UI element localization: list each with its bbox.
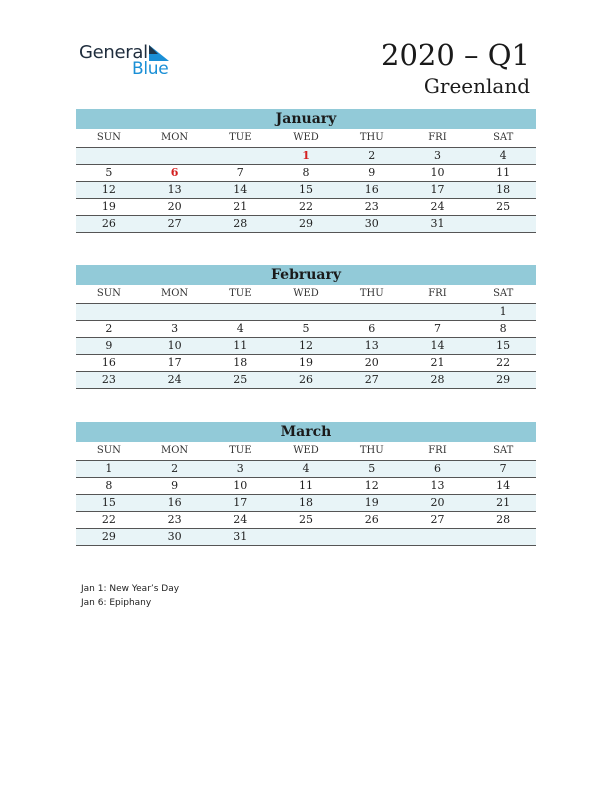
day-cell xyxy=(142,148,208,164)
day-cell: 27 xyxy=(430,513,445,526)
day-cell: 13 xyxy=(364,339,379,352)
day-cell: 16 xyxy=(364,183,379,196)
day-cell: 10 xyxy=(430,166,445,179)
day-cell: 15 xyxy=(299,183,314,196)
day-cell: 1 xyxy=(499,305,507,318)
week-row xyxy=(76,304,536,321)
weekday-header-row xyxy=(76,285,536,304)
day-cell: 6 xyxy=(368,322,376,335)
day-cell: 28 xyxy=(496,513,511,526)
week-row xyxy=(76,182,536,199)
week-row xyxy=(76,461,536,478)
day-cell: 22 xyxy=(101,513,116,526)
week-row xyxy=(76,216,536,233)
day-cell: 8 xyxy=(105,479,113,492)
week-row xyxy=(76,372,536,389)
day-cell: 2 xyxy=(171,462,179,475)
weekday-label: TUE xyxy=(229,445,252,456)
day-cell: 25 xyxy=(233,373,248,386)
holiday-note: Jan 1: New Year’s Day xyxy=(81,584,180,594)
day-cell: 28 xyxy=(233,217,248,230)
month-calendar-january xyxy=(76,109,536,233)
day-cell: 5 xyxy=(105,166,113,179)
day-cell: 29 xyxy=(496,373,511,386)
week-row xyxy=(76,512,536,529)
weekday-label: THU xyxy=(359,132,384,143)
day-cell xyxy=(273,304,339,320)
weekday-label: WED xyxy=(293,132,319,143)
month-header: January xyxy=(76,109,536,129)
day-cell: 25 xyxy=(496,200,511,213)
day-cell: 13 xyxy=(430,479,445,492)
weekday-label: FRI xyxy=(428,445,447,456)
day-cell: 26 xyxy=(101,217,116,230)
day-cell: 3 xyxy=(171,322,179,335)
day-cell: 6 xyxy=(433,462,441,475)
day-cell: 18 xyxy=(496,183,511,196)
day-cell: 16 xyxy=(167,496,182,509)
day-cell xyxy=(470,216,536,232)
day-cell: 23 xyxy=(364,200,379,213)
weekday-label: WED xyxy=(293,445,319,456)
day-cell: 24 xyxy=(430,200,445,213)
day-cell: 8 xyxy=(499,322,507,335)
day-cell: 4 xyxy=(302,462,310,475)
day-cell: 22 xyxy=(299,200,314,213)
logo-word-blue: Blue xyxy=(132,59,169,79)
day-cell: 12 xyxy=(101,183,116,196)
day-cell: 17 xyxy=(430,183,445,196)
day-cell: 1 xyxy=(302,149,310,162)
weekday-label: TUE xyxy=(229,132,252,143)
day-cell xyxy=(207,148,273,164)
day-cell: 23 xyxy=(101,373,116,386)
day-cell: 6 xyxy=(170,166,179,179)
day-cell xyxy=(470,529,536,545)
week-row xyxy=(76,355,536,372)
weekday-label: SUN xyxy=(96,132,121,143)
day-cell: 26 xyxy=(299,373,314,386)
weekday-label: MON xyxy=(160,288,189,299)
day-cell: 8 xyxy=(302,166,310,179)
day-cell: 11 xyxy=(496,166,511,179)
day-cell: 4 xyxy=(236,322,244,335)
week-row xyxy=(76,321,536,338)
weekday-label: SUN xyxy=(96,288,121,299)
day-cell: 5 xyxy=(368,462,376,475)
day-cell: 7 xyxy=(433,322,441,335)
day-cell: 17 xyxy=(167,356,182,369)
week-row xyxy=(76,495,536,512)
day-cell: 15 xyxy=(101,496,116,509)
day-cell: 21 xyxy=(233,200,248,213)
day-cell: 12 xyxy=(299,339,314,352)
day-cell xyxy=(273,529,339,545)
day-cell: 24 xyxy=(233,513,248,526)
day-cell: 29 xyxy=(101,530,116,543)
day-cell: 31 xyxy=(233,530,248,543)
day-cell xyxy=(76,148,142,164)
day-cell: 14 xyxy=(233,183,248,196)
day-cell: 19 xyxy=(101,200,116,213)
day-cell: 3 xyxy=(236,462,244,475)
day-cell: 13 xyxy=(167,183,182,196)
day-cell: 21 xyxy=(496,496,511,509)
weekday-header-row xyxy=(76,129,536,148)
day-cell xyxy=(405,304,471,320)
logo xyxy=(79,42,189,82)
weekday-label: THU xyxy=(359,288,384,299)
day-cell: 23 xyxy=(167,513,182,526)
weekday-label: THU xyxy=(359,445,384,456)
day-cell: 29 xyxy=(299,217,314,230)
day-cell: 20 xyxy=(364,356,379,369)
day-cell: 5 xyxy=(302,322,310,335)
weekday-label: WED xyxy=(293,288,319,299)
day-cell: 25 xyxy=(299,513,314,526)
day-cell: 1 xyxy=(105,462,113,475)
month-calendar-february xyxy=(76,265,536,389)
weekday-label: FRI xyxy=(428,132,447,143)
day-cell: 24 xyxy=(167,373,182,386)
day-cell: 14 xyxy=(430,339,445,352)
week-row xyxy=(76,338,536,355)
day-cell: 12 xyxy=(364,479,379,492)
day-cell: 2 xyxy=(368,149,376,162)
weekday-label: TUE xyxy=(229,288,252,299)
weekday-label: MON xyxy=(160,445,189,456)
day-cell: 14 xyxy=(496,479,511,492)
day-cell: 3 xyxy=(433,149,441,162)
weekday-label: SUN xyxy=(96,445,121,456)
week-row xyxy=(76,199,536,216)
day-cell: 27 xyxy=(167,217,182,230)
day-cell: 27 xyxy=(364,373,379,386)
logo-word-general: General xyxy=(79,42,148,63)
day-cell: 18 xyxy=(299,496,314,509)
day-cell xyxy=(207,304,273,320)
week-row xyxy=(76,165,536,182)
week-row xyxy=(76,148,536,165)
day-cell: 19 xyxy=(364,496,379,509)
day-cell xyxy=(339,304,405,320)
day-cell: 11 xyxy=(233,339,248,352)
day-cell: 28 xyxy=(430,373,445,386)
day-cell xyxy=(339,529,405,545)
day-cell: 18 xyxy=(233,356,248,369)
month-calendar-march xyxy=(76,422,536,546)
holiday-note: Jan 6: Epiphany xyxy=(81,598,152,608)
month-header: March xyxy=(76,422,536,442)
day-cell: 21 xyxy=(430,356,445,369)
day-cell: 16 xyxy=(101,356,116,369)
day-cell xyxy=(405,529,471,545)
day-cell: 15 xyxy=(496,339,511,352)
day-cell: 9 xyxy=(105,339,113,352)
day-cell: 20 xyxy=(167,200,182,213)
day-cell: 9 xyxy=(171,479,179,492)
day-cell: 7 xyxy=(236,166,244,179)
week-row xyxy=(76,478,536,495)
day-cell: 10 xyxy=(233,479,248,492)
day-cell: 30 xyxy=(167,530,182,543)
day-cell: 19 xyxy=(299,356,314,369)
weekday-label: SAT xyxy=(493,445,514,456)
day-cell: 30 xyxy=(364,217,379,230)
day-cell: 2 xyxy=(105,322,113,335)
day-cell: 26 xyxy=(364,513,379,526)
day-cell: 17 xyxy=(233,496,248,509)
day-cell xyxy=(142,304,208,320)
day-cell: 22 xyxy=(496,356,511,369)
day-cell: 9 xyxy=(368,166,376,179)
day-cell: 10 xyxy=(167,339,182,352)
day-cell: 31 xyxy=(430,217,445,230)
day-cell: 7 xyxy=(499,462,507,475)
weekday-label: FRI xyxy=(428,288,447,299)
page-title: 2020 – Q1 xyxy=(381,38,530,72)
week-row xyxy=(76,529,536,546)
weekday-header-row xyxy=(76,442,536,461)
weekday-label: SAT xyxy=(493,288,514,299)
day-cell xyxy=(76,304,142,320)
day-cell: 11 xyxy=(299,479,314,492)
day-cell: 20 xyxy=(430,496,445,509)
month-header: February xyxy=(76,265,536,285)
weekday-label: SAT xyxy=(493,132,514,143)
holiday-notes xyxy=(81,582,179,610)
day-cell: 4 xyxy=(499,149,507,162)
weekday-label: MON xyxy=(160,132,189,143)
country-name: Greenland xyxy=(423,74,530,98)
